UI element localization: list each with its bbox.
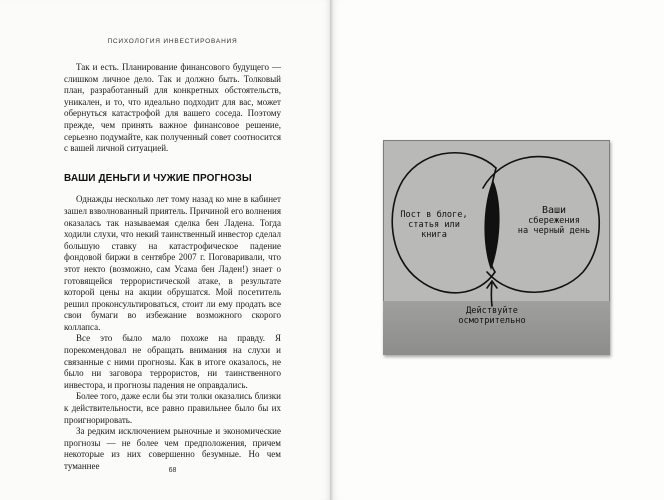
label-line: сбережения [528,216,580,226]
left-circle-label [397,210,471,240]
body-paragraph: Все это было мало похоже на правду. Я порекомендовал не обращать внимания на слухи и связанные с ними прогнозы. Как в итоге оказалось, не было ни заговора террористов, ни таинственного инвестора, и прогнозы падения не оправдались. [64,333,281,390]
label-line: книга [421,230,447,240]
left-page [0,0,331,500]
section-heading: ВАШИ ДЕНЬГИ И ЧУЖИЕ ПРОГНОЗЫ [64,172,252,184]
label-line: Действуйте [466,306,518,316]
body-paragraph: За редким исключением рыночные и экономические прогнозы — не более чем предположения, причем некоторые из них совершенно безумные. Но чем туманнее [64,426,281,471]
napkin-illustration [383,140,610,355]
label-line: Ваши [541,205,567,216]
right-circle-label [509,206,599,236]
pointer-line [491,282,492,306]
label-line: Пост в блоге, [400,210,468,220]
body-paragraph: Однажды несколько лет тому назад ко мне в кабинет зашел взволнованный приятель. Причиной его волнения оказалась так называемая сделка бен Ладена. Тогда ходили слухи, что некий таинственный инвестор сделал большую ставку на катастрофическое падение фондовой биржи в сентябре 2007 г. Поговаривали, что этот некто (возможно, сам Усама бен Ладен!) знает о готовящейся террористической атаке, в результате которой цены на акции обрушатся. Мой посетитель решил проконсультироваться, стоит ли ему продать все свои бумаги во избежание возможного скорого коллапса. [64,194,281,332]
venn-overlap [484,180,499,270]
label-line: статья или [408,220,460,230]
label-line: осмотрительно [458,316,526,326]
running-head: ПСИХОЛОГИЯ ИНВЕСТИРОВАНИЯ [107,38,238,45]
body-paragraph: Более того, даже если бы эти толки оказались близки к действительности, все равно правильнее было бы их проигнорировать. [64,391,281,425]
page-number: 68 [168,467,177,474]
label-line: на черный день [517,226,591,236]
pointer-label [447,306,537,326]
napkin [383,140,610,355]
body-text [64,62,281,473]
intro-paragraph: Так и есть. Планирование финансового будущего — слишком личное дело. Так и должно быть. Толковый план, разработанный для конкретных обстоятельств, уникален, и то, что идеально подходит для вас, может обернуться катастрофой для вашего соседа. Поэтому прежде, чем принять важное финансовое решение, серьезно подумайте, как полученный совет соотносится с вашей личной ситуацией. [64,62,281,154]
